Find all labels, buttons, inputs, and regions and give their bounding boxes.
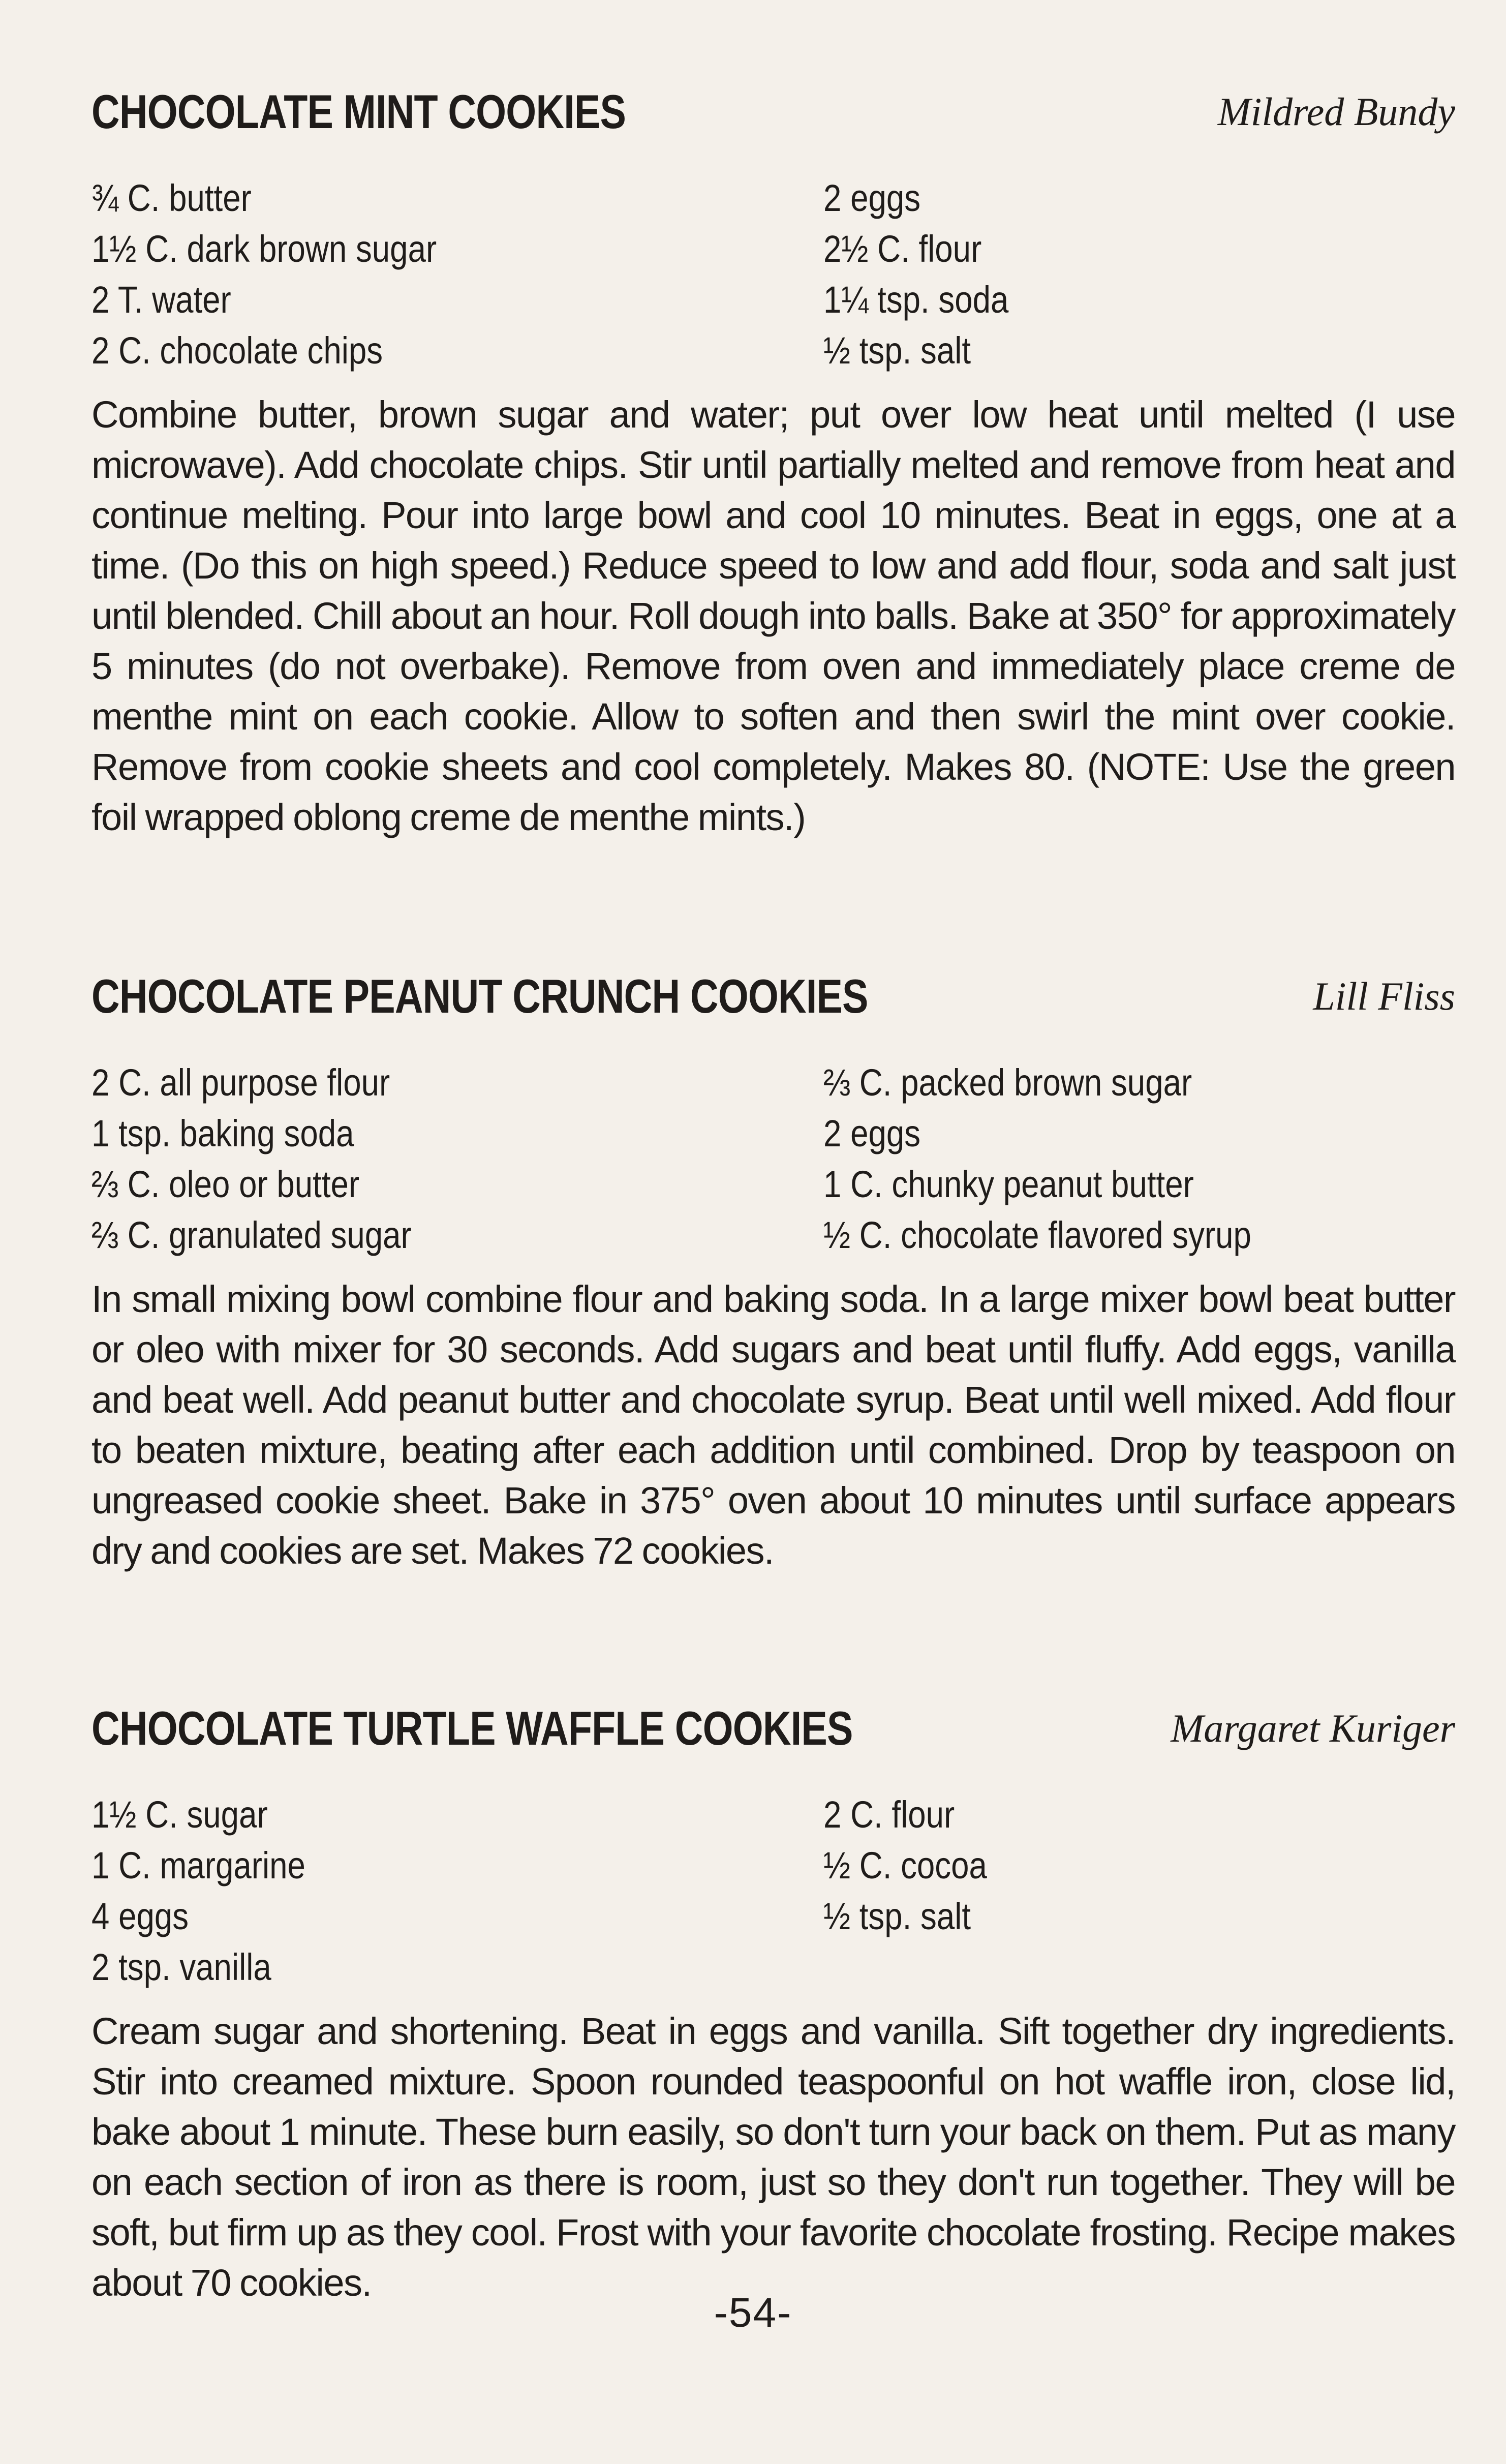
ingredient-item: ⅔ C. granulated sugar (91, 1214, 412, 1256)
ingredient-item: 2 eggs (823, 1112, 921, 1154)
ingredient-item: 2 C. chocolate chips (91, 329, 383, 372)
ingredient-item: ⅔ C. oleo or butter (91, 1163, 360, 1205)
ingredient-item: 1 tsp. baking soda (91, 1112, 354, 1154)
ingredient-item: 2 C. all purpose flour (91, 1061, 390, 1104)
recipe-header (91, 1698, 1455, 1759)
ingredient-item: 1 C. margarine (91, 1844, 305, 1887)
ingredient-item: 2½ C. flour (823, 228, 982, 270)
recipe-header (91, 966, 1455, 1027)
ingredient-item: ½ tsp. salt (823, 329, 971, 372)
ingredient-item: 2 tsp. vanilla (91, 1946, 271, 1988)
ingredient-item: ¾ C. butter (91, 177, 252, 219)
ingredient-column-left (91, 1789, 823, 1993)
recipe-title: CHOCOLATE PEANUT CRUNCH COOKIES (91, 969, 868, 1023)
ingredient-column-left (91, 173, 823, 376)
ingredient-item: ½ tsp. salt (823, 1895, 971, 1937)
recipe-author: Margaret Kuriger (1171, 1706, 1455, 1750)
recipe-author: Mildred Bundy (1217, 89, 1455, 134)
ingredient-item: ⅔ C. packed brown sugar (823, 1061, 1192, 1104)
ingredient-column-left (91, 1057, 823, 1261)
ingredient-column-right (823, 1057, 1455, 1261)
recipe-chocolate-mint-cookies (91, 81, 1455, 842)
ingredient-item: ½ C. chocolate flavored syrup (823, 1214, 1251, 1256)
recipe-instructions: In small mixing bowl combine flour and baking soda. In a large mixer bowl beat butter or oleo with mixer for 30 seconds. Add sugars and beat until fluffy. Add eggs, vanilla and beat well. Add peanut butter and chocolate syrup. Beat until well mixed. Add flour to beaten mixture, beating after each addition until combined. Drop by teaspoon on ungreased cookie sheet. Bake in 375° oven about 10 minutes until surface appears dry and cookies are set. Makes 72 cookies. (91, 1278, 1455, 1572)
ingredient-item: 1½ C. dark brown sugar (91, 228, 437, 270)
ingredient-item: 2 C. flour (823, 1793, 955, 1836)
ingredient-column-right (823, 173, 1455, 376)
ingredient-item: 2 eggs (823, 177, 921, 219)
recipe-instructions: Combine butter, brown sugar and water; put over low heat until melted (I use microwave). Add chocolate chips. Stir until partially melted and remove from heat and continue melting. Pour into large bowl and cool 10 minutes. Beat in eggs, one at a time. (Do this on high speed.) Reduce speed to low and add flour, soda and salt just until blended. Chill about an hour. Roll dough into balls. Bake at 350° for approximately 5 minutes (do not overbake). Remove from oven and immediately place creme de menthe mint on each cookie. Allow to soften and then swirl the mint over cookie. Remove from cookie sheets and cool completely. Makes 80. (NOTE: Use the green foil wrapped oblong creme de menthe mints.) (91, 393, 1455, 838)
ingredient-item: 2 T. water (91, 279, 231, 321)
ingredient-item: 1 C. chunky peanut butter (823, 1163, 1194, 1205)
recipe-title: CHOCOLATE MINT COOKIES (91, 85, 626, 138)
recipe-instructions: Cream sugar and shortening. Beat in eggs and vanilla. Sift together dry ingredients. Stir into creamed mixture. Spoon rounded teaspoonful on hot waffle iron, close lid, bake about 1 minute. These burn easily, so don't turn your back on them. Put as many on each section of iron as there is room, just so they don't run together. They will be soft, but firm up as they cool. Frost with your favorite chocolate frosting. Recipe makes about 70 cookies. (91, 2010, 1455, 2304)
recipe-chocolate-turtle-waffle-cookies (91, 1698, 1455, 2308)
ingredient-item: 1¼ tsp. soda (823, 279, 1009, 321)
recipe-author: Lill Fliss (1313, 974, 1455, 1018)
ingredient-column-right (823, 1789, 1455, 1993)
ingredient-list (91, 1789, 1455, 1993)
ingredient-list (91, 1057, 1455, 1261)
recipe-chocolate-peanut-crunch-cookies (91, 966, 1455, 1576)
ingredient-item: 4 eggs (91, 1895, 189, 1937)
ingredient-item: 1½ C. sugar (91, 1793, 268, 1836)
page-number: -54- (714, 2290, 792, 2336)
ingredient-list (91, 173, 1455, 376)
recipe-header (91, 81, 1455, 142)
ingredient-item: ½ C. cocoa (823, 1844, 987, 1887)
recipe-title: CHOCOLATE TURTLE WAFFLE COOKIES (91, 1701, 853, 1755)
